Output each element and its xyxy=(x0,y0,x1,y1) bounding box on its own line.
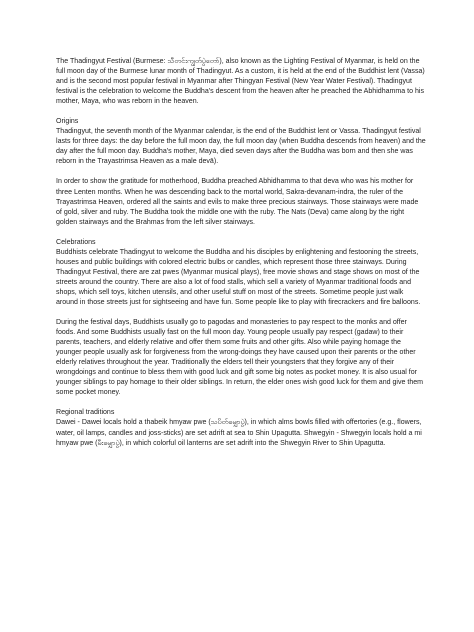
origins-paragraph-1: Thadingyut, the seventh month of the Myanmar calendar, is the end of the Buddhist lent or Vassa. Thadingyut festival lasts for three days: the day before the full moon day, the full moon day (when Buddha descends from heaven) and the day after the full moon day. Buddha's mother, Maya, died seven days after the Buddha was born and then she was reborn in the Trayastrimsa Heaven as a male devā). xyxy=(56,128,426,166)
origins-paragraph-2: In order to show the gratitude for motherhood, Buddha preached Abhidhamma to that deva who was his mother for three Lenten months. When he was descending back to the mortal world, Sakra-devanam-indra, the ruler of the Trayastrimsa Heaven, ordered all the saints and evils to make three precious stairways. Those stairways were made of gold, silver and ruby. The Buddha took the middle one with the ruby. The Nats (Deva) came along by the right golden stairways and the Brahmas from the left silver stairways. xyxy=(56,178,419,226)
celebrations-heading: Celebrations xyxy=(56,238,96,246)
celebrations-paragraph-2: During the festival days, Buddhists usually go to pagodas and monasteries to pay respect to the monks and offer foods. And some Buddhists usually fast on the full moon day. Young people usually pay respect (gadaw) to their parents, teachers, and elderly relative and offer them some fruits and other gifts. Also while paying homage the younger people usually ask for forgiveness from the wrong-doings they have caused upon their parents or the other elderly relatives throughout the year. Traditionally the elders tell their youngsters that they forgive any of their wrongdoings and continue to bless them with good luck and gift some big notes as pocket money. It is also usual for younger siblings to pay homage to their older siblings. In return, the elder ones wish good luck for them and give them some pocket money. xyxy=(56,319,424,397)
celebrations-paragraph-1: Buddhists celebrate Thadingyut to welcome the Buddha and his disciples by enlightening and festooning the streets, houses and public buildings with colored electric bulbs or candles, which represent those three stairways. During Thadingyut Festival, there are zat pwes (Myanmar musical plays), free movie shows and stage shows on most of the streets around the country. There are also a lot of food stalls, which sell a variety of Myanmar traditional foods and shops, which sell toys, kitchen utensils, and other useful stuff on most of the streets. Sometime people just walk around in those streets just for sightseeing and have fun. Some people like to play with firecrackers and fire balloons. xyxy=(56,248,421,306)
document-body xyxy=(56,57,426,459)
origins-heading: Origins xyxy=(56,118,79,126)
regional-traditions-heading: Regional traditions xyxy=(56,409,115,417)
regional-traditions-paragraph: Dawei - Dawei locals hold a thabeik hmyaw pwe (သပိတ်မျှောပွဲ), in which alms bowls filled with offertories (e.g., flowers, water, oil lamps, candles and joss-sticks) are set adrift at sea to Shin Upagutta. Shwegyin - Shwegyin locals hold a mi hmyaw pwe (မီးမျှောပွဲ), in which colorful oil lanterns are set adrift into the Shwegyin River to Shin Upagutta. xyxy=(56,419,422,447)
intro-paragraph: The Thadingyut Festival (Burmese: သီတင်းကျွတ်ပွဲတော်), also known as the Lighting Festival of Myanmar, is held on the full moon day of the Burmese lunar month of Thadingyut. As a custom, it is held at the end of the Buddhist lent (Vassa) and is the second most popular festival in Myanmar after Thingyan Festival (New Year Water Festival). Thadingyut festival is the celebration to welcome the Buddha's descent from the heaven after he preached the Abhidhamma to his mother, Maya, who was reborn in the heaven. xyxy=(56,58,425,106)
